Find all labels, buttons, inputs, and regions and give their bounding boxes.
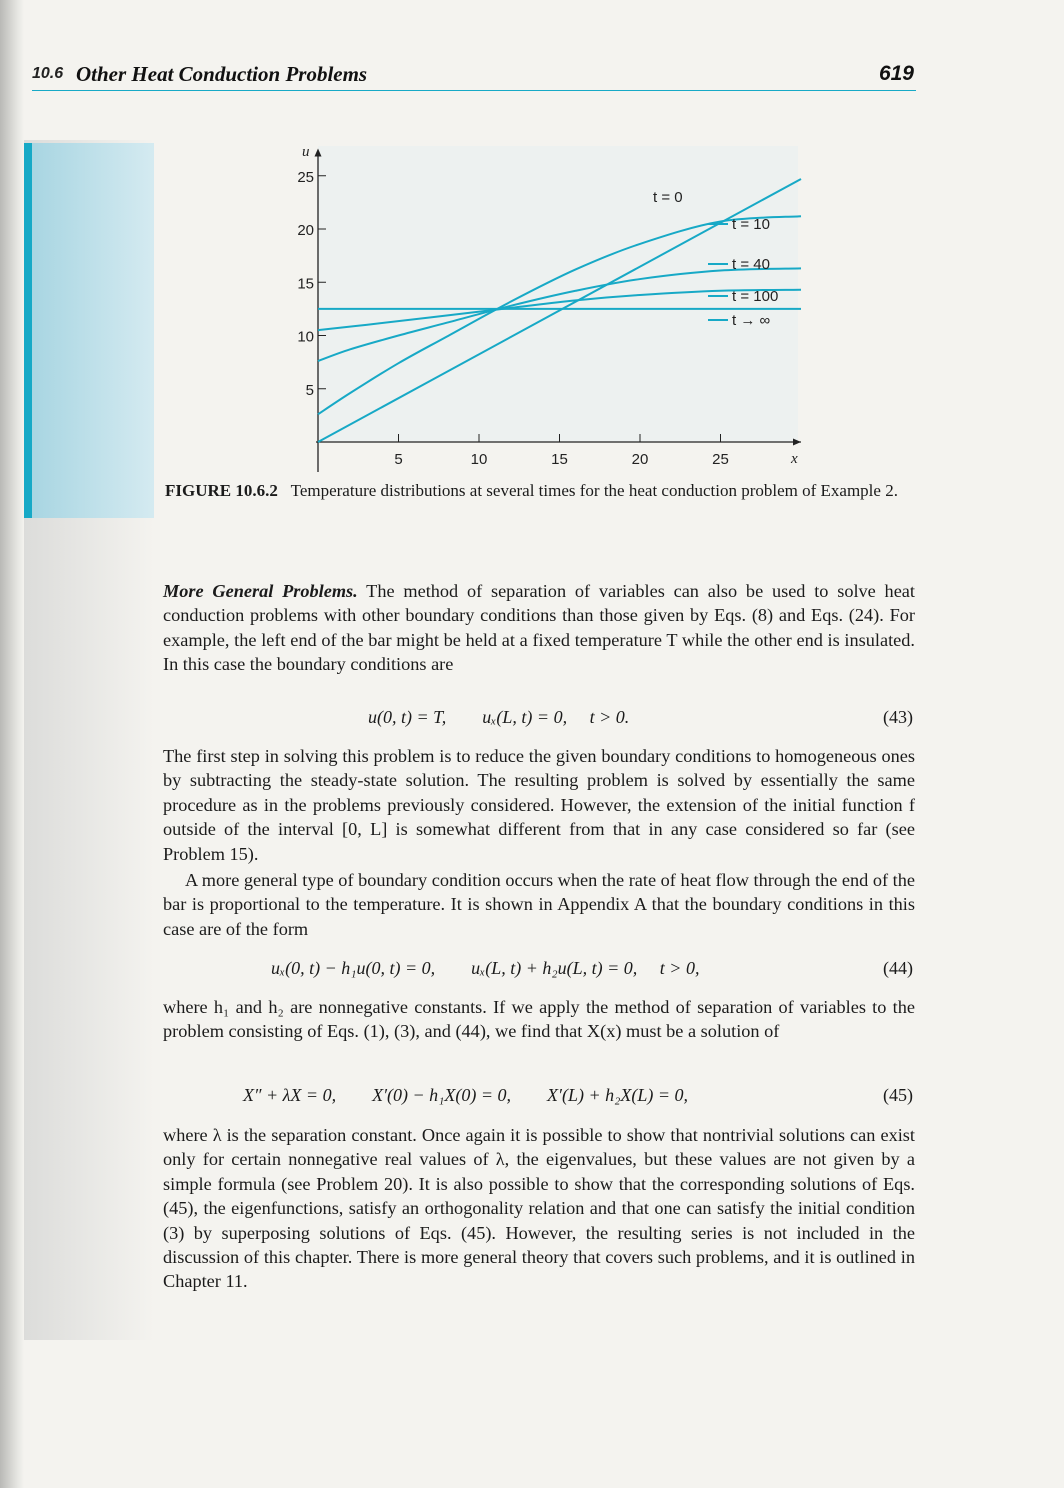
caption-label: FIGURE 10.6.2 bbox=[165, 481, 278, 500]
equation-body: u(0, t) = T, uₓ(L, t) = 0, t > 0. bbox=[368, 707, 630, 727]
page-number: 619 bbox=[878, 62, 914, 85]
series-label: t = 10 bbox=[732, 216, 770, 233]
y-tick-label: 20 bbox=[297, 222, 314, 239]
run-in-heading: More General Problems. bbox=[163, 581, 358, 601]
figure-caption bbox=[165, 480, 917, 501]
paragraph-more-general-problems bbox=[163, 579, 915, 677]
paragraph-steady-state bbox=[163, 744, 915, 866]
paragraph-text: The method of separation of variables can also be used to solve heat conduction problems with other boundary conditions than those given by Eqs. (8) and Eqs. (24). For example, the left end of the bar might be held at a fixed temperature T while the other end is insulated. In this case the boundary conditions are bbox=[163, 581, 915, 675]
temperature-chart bbox=[270, 138, 810, 478]
x-tick-label: 25 bbox=[712, 451, 729, 468]
paragraph-text: where λ is the separation constant. Once again it is possible to show that nontrivial solutions can exist only for certain nonnegative real values of λ, the eigenvalues, but these values are not given by a simple formula (see Problem 20). It is also possible to show that the corresponding solutions of Eqs. (45), the eigenfunctions, satisfy an orthogonality relation and that one can satisfy the initial condition (3) by superposing solutions of Eqs. (45). However, the resulting series is not included in the discussion of this chapter. There is more general theory that covers such problems, and it is outlined in Chapter 11. bbox=[163, 1125, 915, 1292]
equation-43 bbox=[163, 707, 915, 731]
equation-body: X″ + λX = 0, X′(0) − h₁X(0) = 0, X′(L) + h₂X(L) = 0, bbox=[243, 1085, 689, 1105]
series-label: t = 100 bbox=[732, 288, 779, 305]
equation-body: uₓ(0, t) − h₁u(0, t) = 0, uₓ(L, t) + h₂u(L, t) = 0, t > 0, bbox=[271, 958, 700, 978]
equation-number: (45) bbox=[883, 1085, 913, 1105]
section-title: Other Heat Conduction Problems bbox=[76, 62, 368, 86]
paragraph-text: The first step in solving this problem is to reduce the given boundary conditions to homogeneous ones by subtracting the steady-state solution. The resulting problem is solved by essentially the same procedure as in the problems previously considered. However, the extension of the initial function f outside of the interval [0, L] is somewhat different from that in any case considered so far (see Problem 15). bbox=[163, 746, 915, 864]
y-axis-label: u bbox=[302, 144, 310, 160]
series-label: t = 40 bbox=[732, 256, 770, 273]
equation-number: (44) bbox=[883, 958, 913, 978]
y-tick-label: 15 bbox=[297, 275, 314, 293]
series-label: t = 0 bbox=[653, 189, 683, 206]
figure-10-6-2 bbox=[270, 138, 810, 478]
caption-text: Temperature distributions at several times for the heat conduction problem of Example 2. bbox=[290, 481, 898, 500]
equation-number: (43) bbox=[883, 707, 913, 727]
paragraph-eigenvalues bbox=[163, 1123, 915, 1294]
x-tick-label: 10 bbox=[470, 451, 488, 468]
y-tick-label: 10 bbox=[297, 328, 314, 346]
equation-44 bbox=[163, 958, 915, 982]
paragraph-text: A more general type of boundary condition occurs when the rate of heat flow through the end of the bar is proportional to the temperature. It is shown in Appendix A that the boundary conditions in this case are of the form bbox=[163, 870, 915, 939]
x-tick-label: 5 bbox=[394, 451, 403, 468]
equation-45 bbox=[163, 1085, 915, 1109]
margin-accent-panel bbox=[32, 143, 154, 518]
x-tick-label: 15 bbox=[551, 451, 568, 468]
paragraph-separation bbox=[163, 995, 915, 1044]
paragraph-general-boundary bbox=[163, 868, 915, 941]
section-number: 10.6 bbox=[32, 65, 64, 82]
x-axis-label: x bbox=[791, 451, 798, 467]
margin-accent-bar bbox=[24, 143, 32, 518]
binding-shadow bbox=[0, 0, 24, 1488]
running-header bbox=[32, 62, 916, 91]
y-tick-label: 25 bbox=[297, 168, 314, 186]
y-tick-label: 5 bbox=[305, 381, 314, 399]
x-tick-label: 20 bbox=[631, 451, 649, 468]
paragraph-text: where h₁ and h₂ are nonnegative constants. If we apply the method of separation of variables to the problem consisting of Eqs. (1), (3), and (44), we find that X(x) must be a solution of bbox=[163, 997, 915, 1042]
series-label: t → ∞ bbox=[732, 312, 771, 329]
